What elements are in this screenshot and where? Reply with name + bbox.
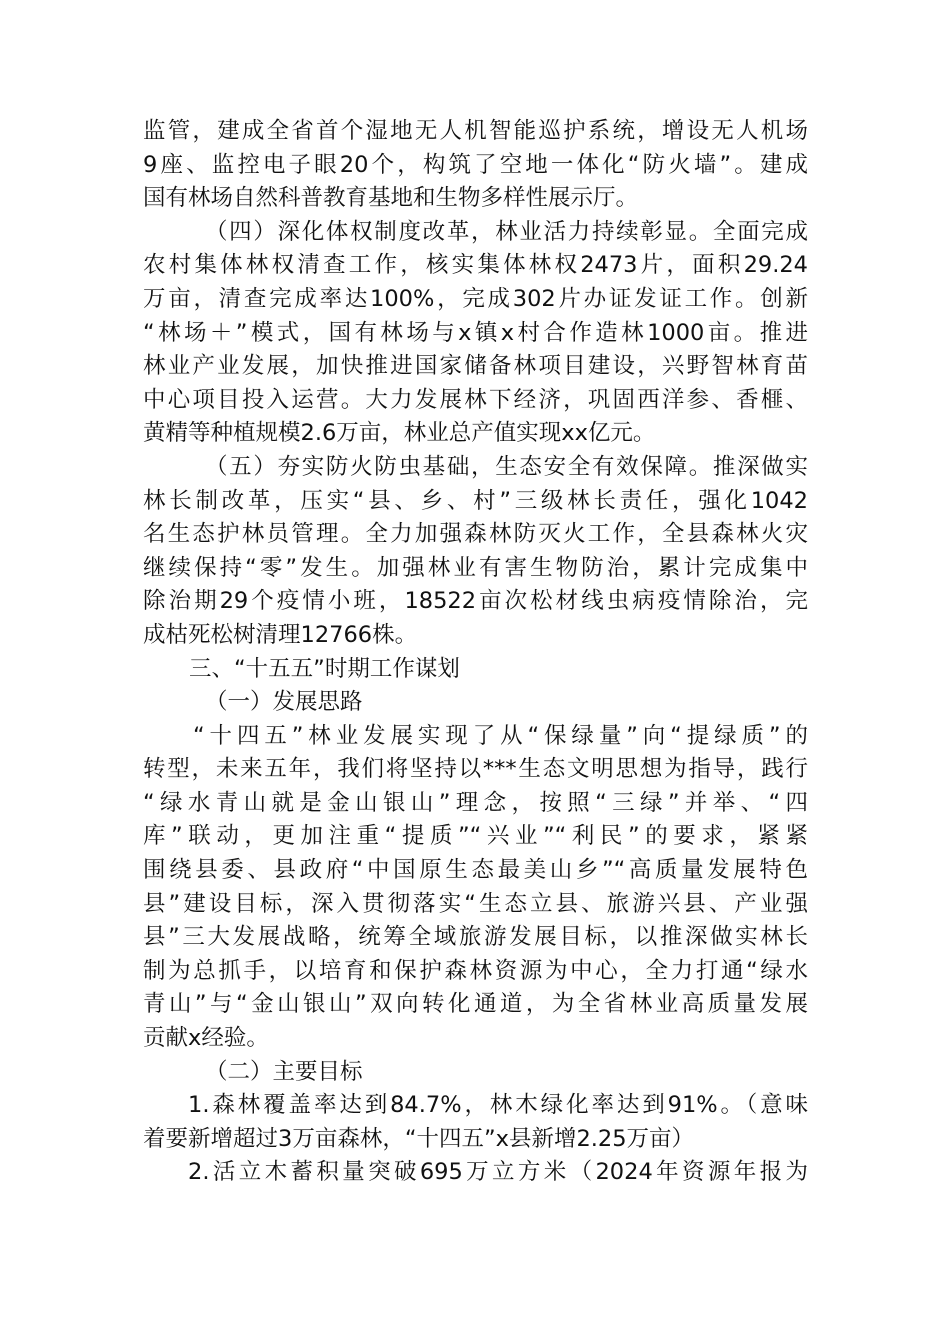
text-line: （二）主要目标 — [205, 1058, 363, 1085]
text-line: 成枯死松树清理12766株。 — [143, 621, 418, 648]
text-line: “绿水青山就是金山银山”理念，按照“三绿”并举、“四 — [143, 789, 808, 816]
text-line: 林业产业发展，加快推进国家储备林项目建设，兴野智林育苗 — [143, 353, 808, 380]
text-line: 农村集体林权清查工作，核实集体林权2473片，面积29.24 — [143, 252, 808, 279]
text-line: （五）夯实防火防虫基础，生态安全有效保障。推深做实 — [205, 453, 808, 480]
text-line: 库”联动，更加注重“提质”“兴业”“利民”的要求，紧紧 — [143, 823, 808, 850]
text-line: 除治期29个疫情小班，18522亩次松材线虫病疫情除治，完 — [143, 588, 808, 615]
text-line: 转型，未来五年，我们将坚持以***生态文明思想为指导，践行 — [143, 756, 808, 783]
text-line: 2.活立木蓄积量突破695万立方米（2024年资源年报为 — [188, 1159, 808, 1186]
text-line: “林场＋”模式，国有林场与x镇x村合作造林1000亩。推进 — [143, 319, 808, 346]
text-line: （一）发展思路 — [205, 689, 363, 716]
text-line: 制为总抓手，以培育和保护森林资源为中心，全力打通“绿水 — [143, 957, 808, 984]
text-line: 黄精等种植规模2.6万亩，林业总产值实现xx亿元。 — [143, 420, 656, 447]
text-line: 林长制改革，压实“县、乡、村”三级林长责任，强化1042 — [143, 487, 808, 514]
text-line: （四）深化体权制度改革，林业活力持续彰显。全面完成 — [205, 218, 808, 245]
text-line: 9座、监控电子眼20个，构筑了空地一体化“防火墙”。建成 — [143, 151, 808, 178]
text-line: “十四五”林业发展实现了从“保绿量”向“提绿质”的 — [193, 722, 808, 749]
document-body — [143, 115, 808, 1190]
text-line: 万亩，清查完成率达100%，完成302片办证发证工作。创新 — [143, 285, 808, 312]
text-line: 围绕县委、县政府“中国原生态最美山乡”“高质量发展特色 — [143, 857, 808, 884]
text-line: 监管，建成全省首个湿地无人机智能巡护系统，增设无人机场 — [143, 118, 808, 144]
text-line: 青山”与“金山银山”双向转化通道，为全省林业高质量发展 — [143, 991, 808, 1018]
text-line: 三、“十五五”时期工作谋划 — [189, 655, 460, 682]
text-line: 县”建设目标，深入贯彻落实“生态立县、旅游兴县、产业强 — [143, 890, 808, 917]
text-line: 贡献x经验。 — [143, 1025, 269, 1052]
text-line: 县”三大发展战略，统筹全域旅游发展目标，以推深做实林长 — [143, 924, 808, 951]
text-line: 1.森林覆盖率达到84.7%，林木绿化率达到91%。（意味 — [188, 1092, 808, 1119]
text-line: 名生态护林员管理。全力加强森林防灭火工作，全县森林火灾 — [143, 521, 808, 548]
text-line: 继续保持“零”发生。加强林业有害生物防治，累计完成集中 — [143, 554, 808, 581]
text-line: 中心项目投入运营。大力发展林下经济，巩固西洋参、香榧、 — [143, 386, 808, 413]
text-line: 国有林场自然科普教育基地和生物多样性展示厅。 — [143, 185, 639, 212]
text-line: 着要新增超过3万亩森林，“十四五”x县新增2.25万亩） — [143, 1125, 695, 1152]
